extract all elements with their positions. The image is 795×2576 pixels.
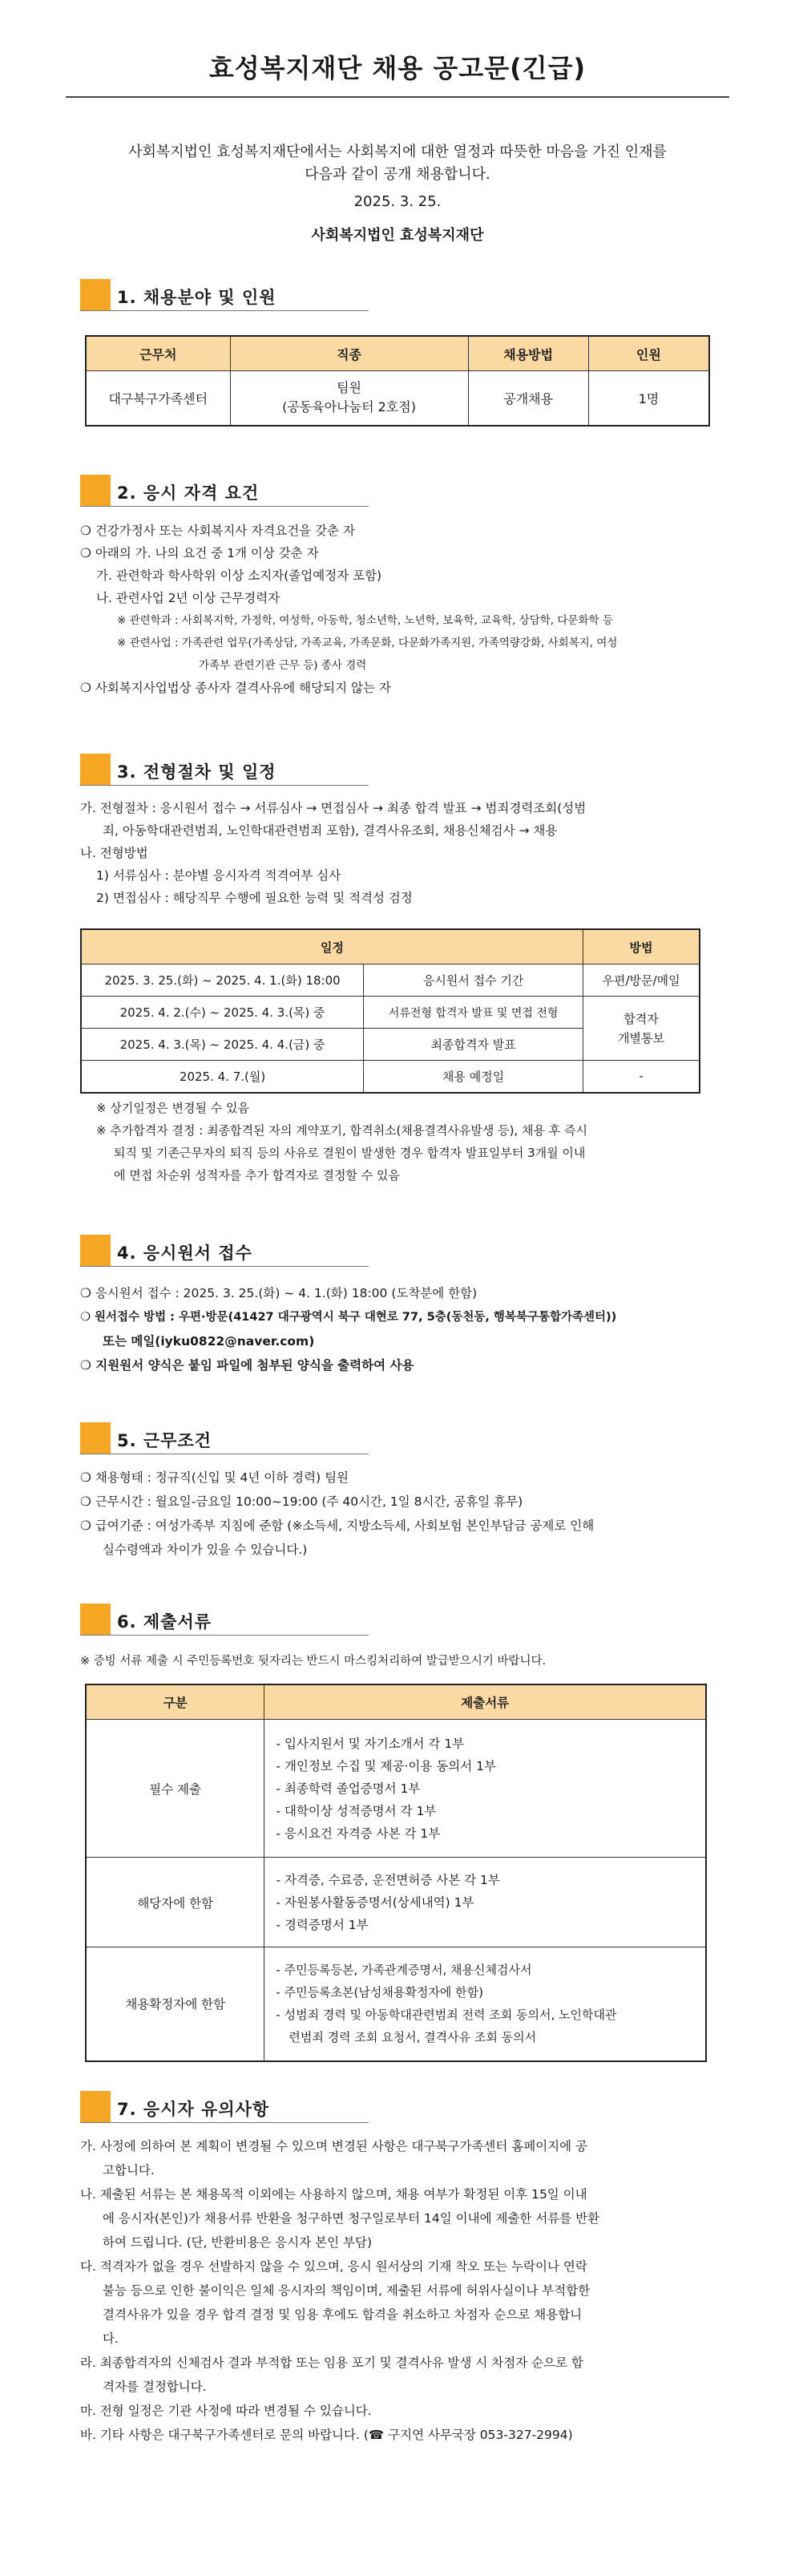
section-5-title: 5. 근무조건 (117, 1431, 212, 1450)
schedule-notes (96, 1097, 729, 1187)
section-marker (80, 475, 111, 507)
list-item: 불능 등으로 인한 불이익은 일체 응시자의 책임이며, 제출된 서류에 허위사실이나 부적합한 (103, 2283, 591, 2298)
section-1-header (80, 279, 337, 311)
schedule-date: 2025. 4. 2.(수) ~ 2025. 4. 3.(목) 중 (81, 997, 364, 1029)
list-item: 2) 면접심사 : 해당직무 수행에 필요한 능력 및 적격성 검정 (96, 891, 413, 905)
section-3-header (80, 754, 337, 786)
section-underline (80, 1635, 369, 1636)
headcount: 1명 (588, 371, 709, 426)
section-underline (80, 785, 369, 786)
list-note: ※ 관련학과 : 사회복지학, 가정학, 여성학, 아동학, 청소년학, 노년학, 보육학, 교육학, 상담학, 다문화학 등 (117, 614, 613, 627)
doc-list (264, 1947, 706, 2061)
list-item: 련범죄 경력 조회 요청서, 결격사유 조회 동의서 (289, 2030, 537, 2045)
notice-date: 2025. 3. 25. (353, 193, 442, 210)
list-item: 가. 전형절차 : 응시원서 접수 → 서류심사 → 면접심사 → 최종 합격 발표 → 범죄경력조회(성범 (80, 801, 587, 815)
intro-line-2: 다음과 같이 공개 채용합니다. (305, 166, 490, 183)
table-row (81, 1061, 700, 1093)
list-item: - 응시요건 자격증 사본 각 1부 (276, 1826, 441, 1841)
doc-category: 필수 제출 (86, 1720, 264, 1858)
work-place: 대구북구가족센터 (86, 371, 230, 426)
list-item: ❍ 급여기준 : 여성가족부 지침에 준함 (※소득세, 지방소득세, 사회보험 본인부담금 공제로 인해 (80, 1519, 595, 1533)
schedule-desc: 서류전형 합격자 발표 및 면접 전형 (364, 997, 583, 1029)
list-item: - 경력증명서 1부 (276, 1917, 369, 1932)
section-marker (80, 279, 111, 311)
section-marker (80, 2091, 111, 2123)
hiring-method: 공개채용 (468, 371, 588, 426)
section-marker (80, 1422, 111, 1454)
list-item: 바. 기타 사항은 대구북구가족센터로 문의 바랍니다. (☎ 구지연 사무국장 053-327-2994) (80, 2428, 573, 2442)
documents-note (80, 1650, 737, 1672)
work-conditions (80, 1466, 729, 1562)
section-underline (80, 2122, 369, 2123)
list-item: 격자를 결정합니다. (103, 2380, 207, 2394)
list-item: 고합니다. (103, 2163, 155, 2178)
table-row (81, 997, 700, 1029)
title-area (66, 32, 729, 98)
list-item: 또는 메일(iyku0822@naver.com) (103, 1334, 315, 1349)
note-line: ※ 증빙 서류 제출 시 주민등록번호 뒷자리는 반드시 마스킹처리하여 발급받으시기 바랍니다. (80, 1655, 547, 1668)
section-underline (80, 506, 369, 507)
table-row (86, 1720, 706, 1858)
list-item: ❍ 응시원서 접수 : 2025. 3. 25.(화) ~ 4. 1.(화) 18:00 (도착분에 한함) (80, 1286, 478, 1300)
list-item: - 자격증, 수료증, 운전면허증 사본 각 1부 (276, 1872, 500, 1887)
section-6-header (80, 1603, 337, 1636)
section-underline (80, 1266, 369, 1267)
organization-name: 사회복지법인 효성복지재단 (311, 227, 484, 244)
table-row (86, 1858, 706, 1947)
schedule-method: 우편/방문/메일 (583, 964, 700, 997)
list-item: - 자원봉사활동증명서(상세내역) 1부 (276, 1895, 474, 1910)
list-item: - 대학이상 성적증명서 각 1부 (276, 1803, 437, 1818)
list-item: - 주민등록등본, 가족관계증명서, 채용신체검사서 (276, 1963, 532, 1978)
doc-category: 해당자에 한함 (86, 1858, 264, 1947)
method-line: 개별통보 (618, 1030, 665, 1045)
list-item: ❍ 원서접수 방법 : 우편·방문(41427 대구광역시 북구 대현로 77, 5층(동천동, 행복북구통합가족센터)) (80, 1311, 617, 1324)
note-line: ※ 상기일정은 변경될 수 있음 (96, 1101, 250, 1115)
section-1-title: 1. 채용분야 및 인원 (117, 288, 276, 307)
table-row (86, 1947, 706, 2061)
job-name: 팀원 (337, 380, 361, 396)
application-info (80, 1281, 737, 1377)
schedule-method: - (583, 1061, 700, 1093)
list-item: 마. 전형 일정은 기관 사정에 따라 변경될 수 있습니다. (80, 2404, 372, 2418)
section-underline (80, 310, 369, 311)
table-row (81, 964, 700, 997)
list-item: - 최종학력 졸업증명서 1부 (276, 1781, 421, 1796)
section-marker (80, 1235, 111, 1267)
table-header: 일정 (81, 929, 583, 964)
section-4-title: 4. 응시원서 접수 (117, 1244, 252, 1263)
section-marker (80, 754, 111, 786)
list-item: 나. 제출된 서류는 본 채용목적 이외에는 사용하지 않으며, 채용 여부가 확정된 이후 15일 이내 (80, 2187, 587, 2202)
section-5-header (80, 1422, 337, 1454)
table-header: 근무처 (86, 336, 230, 371)
method-line: 합격자 (623, 1011, 659, 1026)
schedule-date: 2025. 4. 3.(목) ~ 2025. 4. 4.(금) 중 (81, 1029, 364, 1061)
list-note: ※ 관련사업 : 가족관련 업무(가족상담, 가족교육, 가족문화, 다문화가족지원, 가족역량강화, 사회복지, 여성 (117, 637, 618, 649)
list-item: - 개인정보 수집 및 제공·이용 동의서 1부 (276, 1758, 496, 1773)
list-item: 다. 적격자가 없을 경우 선발하지 않을 수 있으며, 응시 원서상의 기재 착오 또는 누락이나 연락 (80, 2259, 587, 2274)
title-divider (66, 96, 729, 98)
table-header: 구분 (86, 1684, 264, 1720)
list-item: 결격사유가 있을 경우 합격 결정 및 임용 후에도 합격을 취소하고 차점자 순으로 채용합니 (103, 2307, 583, 2322)
section-marker (80, 1603, 111, 1636)
note-line: ※ 추가합격자 결정 : 최종합격된 자의 계약포기, 합격취소(채용결격사유발생 등), 채용 후 즉시 (96, 1123, 587, 1138)
section-7-header (80, 2091, 337, 2123)
schedule-table (80, 928, 700, 1094)
list-item: 가. 사정에 의하여 본 계획이 변경될 수 있으며 변경된 사항은 대구북구가족센터 홈페이지에 공 (80, 2139, 588, 2153)
list-item: - 입사지원서 및 자기소개서 각 1부 (276, 1736, 465, 1751)
table-row (86, 371, 709, 426)
list-item: ❍ 근무시간 : 월요일-금요일 10:00~19:00 (주 40시간, 1일 8시간, 공휴일 휴무) (80, 1494, 523, 1509)
table-header: 직종 (230, 336, 468, 371)
schedule-desc: 채용 예정일 (364, 1061, 583, 1093)
list-item: - 주민등록초본(남성채용확정자에 한함) (276, 1985, 483, 2000)
doc-category: 채용확정자에 한함 (86, 1947, 264, 2061)
applicant-notes (80, 2134, 721, 2447)
note-line: 퇴직 및 기존근무자의 퇴직 등의 사유로 결원이 발생한 경우 합격자 발표일부터 3개월 이내 (114, 1146, 586, 1160)
qualification-list (80, 520, 737, 699)
schedule-desc: 최종합격자 발표 (364, 1029, 583, 1061)
list-item: - 성범죄 경력 및 아동학대관련범죄 전력 조회 동의서, 노인학대관 (276, 2008, 617, 2023)
section-2-header (80, 475, 337, 507)
schedule-date: 2025. 4. 7.(월) (81, 1061, 364, 1093)
section-6-title: 6. 제출서류 (117, 1612, 212, 1632)
schedule-method-merged (583, 997, 700, 1061)
section-7-title: 7. 응시자 유의사항 (117, 2100, 270, 2119)
section-2-title: 2. 응시 자격 요건 (117, 483, 260, 503)
section-3-title: 3. 전형절차 및 일정 (117, 762, 276, 782)
schedule-date: 2025. 3. 25.(화) ~ 2025. 4. 1.(화) 18:00 (81, 964, 364, 997)
schedule-desc: 응시원서 접수 기간 (364, 964, 583, 997)
documents-table (85, 1684, 707, 2062)
table-header: 방법 (583, 929, 700, 964)
selection-process (80, 797, 729, 909)
intro-block (66, 141, 729, 247)
list-item: 가. 관련학과 학사학위 이상 소지자(졸업예정자 포함) (96, 568, 382, 583)
doc-list (264, 1720, 706, 1858)
list-item: 나. 관련사업 2년 이상 근무경력자 (96, 591, 280, 605)
list-item: 1) 서류심사 : 분야별 응시자격 적격여부 심사 (96, 868, 341, 883)
intro-line-1: 사회복지법인 효성복지재단에서는 사회복지에 대한 열정과 따뜻한 마음을 가진 인재를 (128, 144, 667, 160)
list-item: 죄, 아동학대관련범죄, 노인학대관련범죄 포함), 결격사유조회, 채용신체검사 → 채용 (103, 823, 558, 838)
note-line: 에 면접 차순위 성적자를 추가 합격자로 결정할 수 있음 (114, 1168, 400, 1183)
page-title: 효성복지재단 채용 공고문(긴급) (208, 53, 587, 83)
list-item: ❍ 사회복지사업법상 종사자 결격사유에 해당되지 않는 자 (80, 681, 391, 695)
list-note: 가족부 관련기관 근무 등) 종사 경력 (199, 659, 367, 672)
list-item: 하여 드립니다. (단, 반환비용은 응시자 본인 부담) (103, 2235, 372, 2250)
section-4-header (80, 1235, 337, 1267)
list-item: 다. (103, 2331, 119, 2346)
job-title (230, 371, 468, 426)
list-item: ❍ 건강가정사 또는 사회복지사 자격요건을 갖춘 자 (80, 524, 355, 538)
positions-table (85, 335, 710, 427)
list-item: 실수령액과 차이가 있을 수 있습니다.) (103, 1543, 308, 1557)
table-header: 채용방법 (468, 336, 588, 371)
list-item: 라. 최종합격자의 신체검사 결과 부적합 또는 임용 포기 및 결격사유 발생 시 차점자 순으로 합 (80, 2356, 583, 2370)
list-item: ❍ 채용형태 : 정규직(신입 및 4년 이하 경력) 팀원 (80, 1470, 349, 1485)
doc-list (264, 1858, 706, 1947)
list-item: 나. 전형방법 (80, 846, 148, 860)
table-header: 인원 (588, 336, 709, 371)
job-subname: (공동육아나눔터 2호점) (282, 399, 416, 415)
list-item: ❍ 아래의 가. 나의 요건 중 1개 이상 갖춘 자 (80, 546, 319, 560)
list-item: 에 응시자(본인)가 채용서류 반환을 청구하면 청구일로부터 14일 이내에 제출한 서류를 반환 (103, 2211, 600, 2226)
list-item: ❍ 지원원서 양식은 붙임 파일에 첨부된 양식을 출력하여 사용 (80, 1358, 414, 1373)
table-header: 제출서류 (264, 1684, 706, 1720)
